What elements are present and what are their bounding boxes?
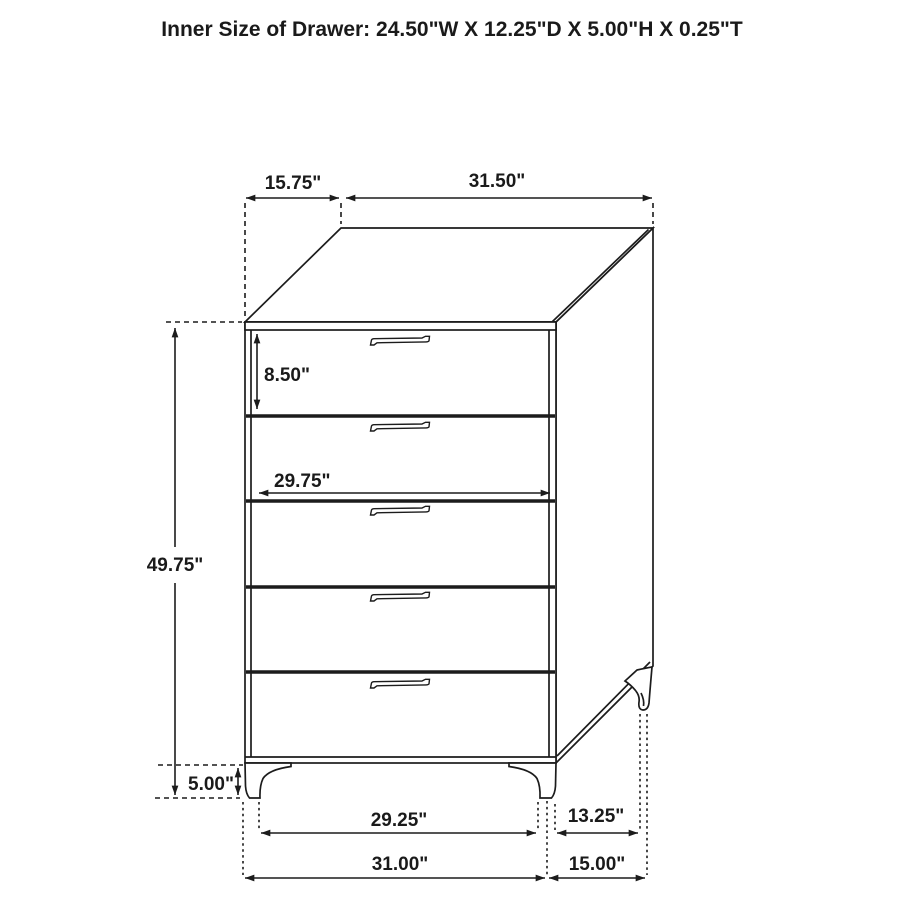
dim-label-overall-height: 49.75" bbox=[146, 555, 204, 576]
front-left-leg bbox=[245, 763, 291, 798]
dim-label-overall-width: 31.00" bbox=[371, 854, 429, 875]
page-title: Inner Size of Drawer: 24.50"W X 12.25"D X 5.00"H X 0.25"T bbox=[161, 18, 743, 41]
chest-front-face bbox=[245, 322, 556, 763]
dim-label-first-drawer-height: 8.50" bbox=[264, 365, 310, 386]
dim-label-overall-depth: 15.00" bbox=[568, 854, 626, 875]
dim-label-leg-height: 5.00" bbox=[188, 774, 234, 795]
front-right-leg bbox=[509, 763, 556, 798]
dim-label-top-depth: 15.75" bbox=[264, 173, 322, 194]
dim-label-top-width: 31.50" bbox=[468, 171, 526, 192]
dim-label-side-feet-span: 13.25" bbox=[567, 806, 625, 827]
dim-label-drawer-front-width: 29.75" bbox=[274, 471, 331, 492]
chest-drawing bbox=[245, 228, 653, 798]
top-front-band bbox=[245, 322, 556, 330]
dim-label-front-feet-inner-span: 29.25" bbox=[370, 810, 428, 831]
